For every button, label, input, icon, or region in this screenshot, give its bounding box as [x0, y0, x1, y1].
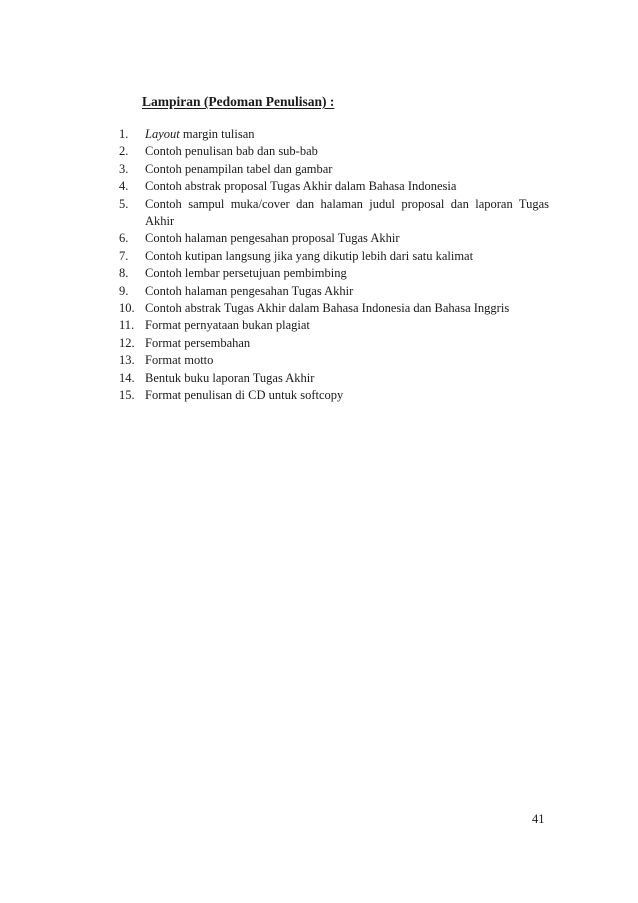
list-item [119, 178, 549, 195]
list-item [119, 283, 549, 300]
list-item-number: 9. [119, 283, 129, 298]
list-item-label: Bentuk buku laporan Tugas Akhir [145, 370, 315, 385]
list-item-number: 13. [119, 353, 135, 368]
list-item [119, 300, 549, 317]
list-item-number: 10. [119, 301, 135, 316]
list-item [119, 230, 549, 247]
list-item-emphasis: Layout [145, 127, 180, 141]
list-item-label: Format motto [145, 353, 214, 368]
list-item-number: 12. [119, 335, 135, 350]
list-item-label: Contoh abstrak Tugas Akhir dalam Bahasa Indonesia dan Bahasa Inggris [145, 301, 510, 316]
list-item-number: 7. [119, 248, 129, 263]
list-item-number: 8. [119, 266, 129, 281]
list-item-number: 4. [119, 179, 129, 194]
list-item-label: margin tulisan [179, 127, 255, 141]
list-item-label: Contoh sampul muka/cover dan halaman judul proposal dan laporan Tugas Akhir [145, 196, 549, 229]
list-item-text [145, 126, 549, 143]
appendix-heading: Lampiran (Pedoman Penulisan) : [142, 94, 335, 109]
list-item-label: Contoh halaman pengesahan Tugas Akhir [145, 283, 354, 298]
list-item [119, 352, 549, 369]
list-item-label: Contoh kutipan langsung jika yang dikutip lebih dari satu kalimat [145, 248, 474, 263]
list-item [119, 387, 549, 404]
list-item-number: 15. [119, 388, 135, 403]
list-item-number: 1. [119, 127, 129, 141]
list-item-label: Contoh halaman pengesahan proposal Tugas Akhir [145, 231, 400, 246]
list-item-number: 14. [119, 370, 135, 385]
page-number: 41 [532, 812, 545, 826]
list-item-label: Contoh penulisan bab dan sub-bab [145, 144, 318, 159]
list-item [119, 161, 549, 178]
list-item-label: Format persembahan [145, 335, 251, 350]
list-item-number: 6. [119, 231, 129, 246]
list-item [119, 335, 549, 352]
list-item-number: 11. [119, 318, 135, 333]
list-item [119, 143, 549, 160]
list-item [119, 317, 549, 334]
list-item-label: Format pernyataan bukan plagiat [145, 318, 310, 333]
list-item [119, 370, 549, 387]
list-item [119, 126, 549, 143]
list-item-label: Format penulisan di CD untuk softcopy [145, 388, 344, 403]
list-item-label: Contoh lembar persetujuan pembimbing [145, 266, 347, 281]
appendix-list [119, 126, 549, 405]
list-item-label: Contoh abstrak proposal Tugas Akhir dalam Bahasa Indonesia [145, 179, 457, 194]
list-item [119, 248, 549, 265]
list-item [119, 265, 549, 282]
list-item-number: 3. [119, 161, 129, 176]
list-item-number: 2. [119, 144, 129, 159]
list-item-number: 5. [119, 196, 129, 211]
list-item [119, 196, 549, 231]
list-item-label: Contoh penampilan tabel dan gambar [145, 161, 333, 176]
